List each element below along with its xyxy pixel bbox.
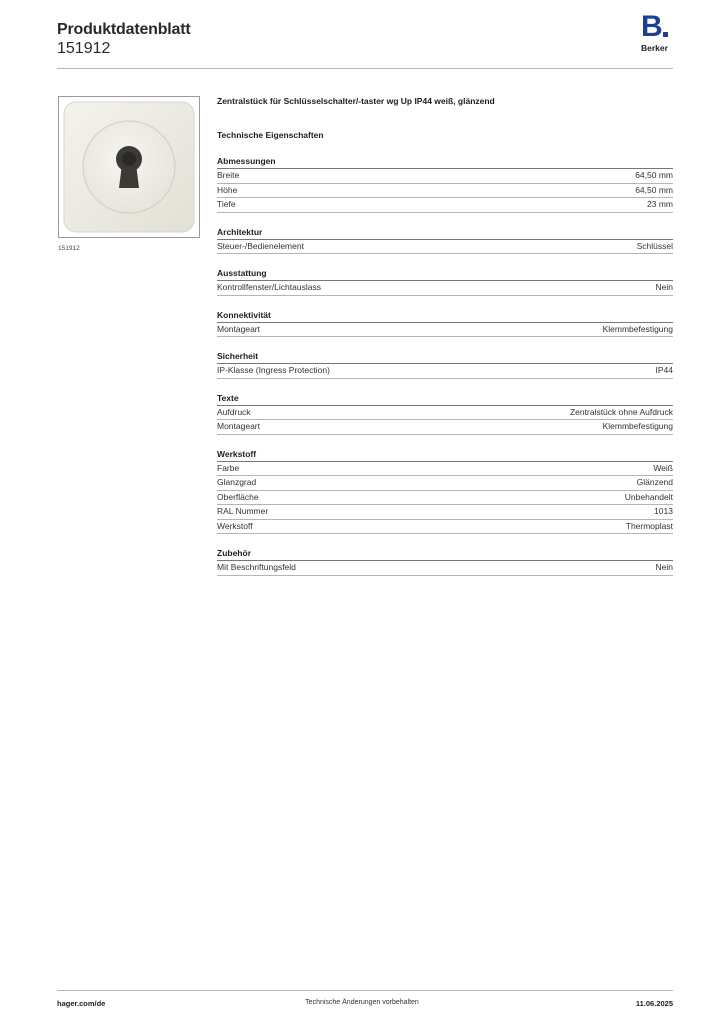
section-title: Zubehör	[217, 548, 673, 561]
section-title: Werkstoff	[217, 449, 673, 462]
property-value: Klemmbefestigung	[602, 421, 673, 431]
header-divider	[57, 68, 673, 69]
property-value: 23 mm	[647, 199, 673, 209]
page-title: Produktdatenblatt	[57, 21, 191, 38]
property-value: 1013	[654, 506, 673, 516]
property-sections	[217, 156, 673, 576]
property-value: 64,50 mm	[635, 170, 673, 180]
property-row	[217, 323, 673, 338]
property-label: Höhe	[217, 184, 238, 195]
property-label: Glanzgrad	[217, 477, 257, 487]
footer-divider	[57, 990, 673, 991]
property-row	[217, 406, 673, 421]
property-section	[217, 310, 673, 338]
product-number: 151912	[57, 40, 111, 57]
property-value: 64,50 mm	[635, 184, 673, 195]
property-section	[217, 393, 673, 435]
property-value: IP44	[655, 365, 673, 375]
property-label: RAL Nummer	[217, 506, 269, 516]
section-title: Sicherheit	[217, 351, 673, 364]
property-row	[217, 476, 673, 491]
property-value: Nein	[655, 562, 673, 572]
footer-note: Technische Änderungen vorbehalten	[305, 999, 419, 1006]
footer-website: hager.com/de	[57, 999, 106, 1008]
property-row	[217, 240, 673, 255]
berker-logo	[640, 10, 674, 54]
product-description: Zentralstück für Schlüsselschalter/-taster wg Up IP44 weiß, glänzend	[217, 96, 495, 106]
logo-letter: B	[641, 10, 663, 43]
property-value: Schlüssel	[636, 240, 673, 251]
property-label: Mit Beschriftungsfeld	[217, 562, 296, 572]
property-value: Weiß	[653, 462, 673, 473]
property-label: Steuer-/Bedienelement	[217, 240, 304, 251]
property-section	[217, 351, 673, 379]
property-label: Montageart	[217, 323, 260, 334]
product-image-frame	[58, 96, 200, 238]
property-row	[217, 520, 673, 535]
property-value: Nein	[655, 282, 673, 292]
property-row	[217, 184, 673, 199]
property-label: Breite	[217, 170, 240, 180]
property-value: Glänzend	[636, 477, 673, 487]
property-label: Kontrollfenster/Lichtauslass	[217, 282, 321, 292]
logo-dot	[663, 32, 668, 37]
section-title: Konnektivität	[217, 310, 673, 323]
footer-date: 11.06.2025	[635, 999, 673, 1008]
property-row	[217, 281, 673, 296]
property-label: Aufdruck	[217, 406, 251, 417]
property-label: Farbe	[217, 462, 240, 473]
property-section	[217, 156, 673, 213]
property-label: Oberfläche	[217, 491, 259, 502]
property-label: Tiefe	[217, 199, 236, 209]
image-caption: 151912	[58, 245, 80, 252]
property-value: Thermoplast	[625, 520, 673, 531]
property-row	[217, 198, 673, 213]
datasheet-content	[217, 96, 673, 576]
section-title: Architektur	[217, 227, 673, 240]
property-row	[217, 561, 673, 576]
property-label: Werkstoff	[217, 520, 253, 531]
section-title: Abmessungen	[217, 156, 673, 169]
property-section	[217, 548, 673, 576]
property-value: Unbehandelt	[624, 491, 673, 502]
property-value: Zentralstück ohne Aufdruck	[569, 406, 673, 417]
property-row	[217, 420, 673, 435]
property-row	[217, 505, 673, 520]
property-section	[217, 449, 673, 535]
property-label: Montageart	[217, 421, 260, 431]
property-row	[217, 364, 673, 379]
logo-wordmark: Berker	[641, 43, 668, 53]
property-row	[217, 491, 673, 506]
technical-properties-heading: Technische Eigenschaften	[217, 130, 324, 140]
property-row	[217, 462, 673, 477]
section-title: Texte	[217, 393, 673, 406]
property-value: Klemmbefestigung	[602, 323, 673, 334]
section-title: Ausstattung	[217, 268, 673, 281]
property-row	[217, 169, 673, 184]
property-section	[217, 227, 673, 255]
property-label: IP-Klasse (Ingress Protection)	[217, 365, 330, 375]
product-image	[62, 100, 196, 234]
property-section	[217, 268, 673, 296]
